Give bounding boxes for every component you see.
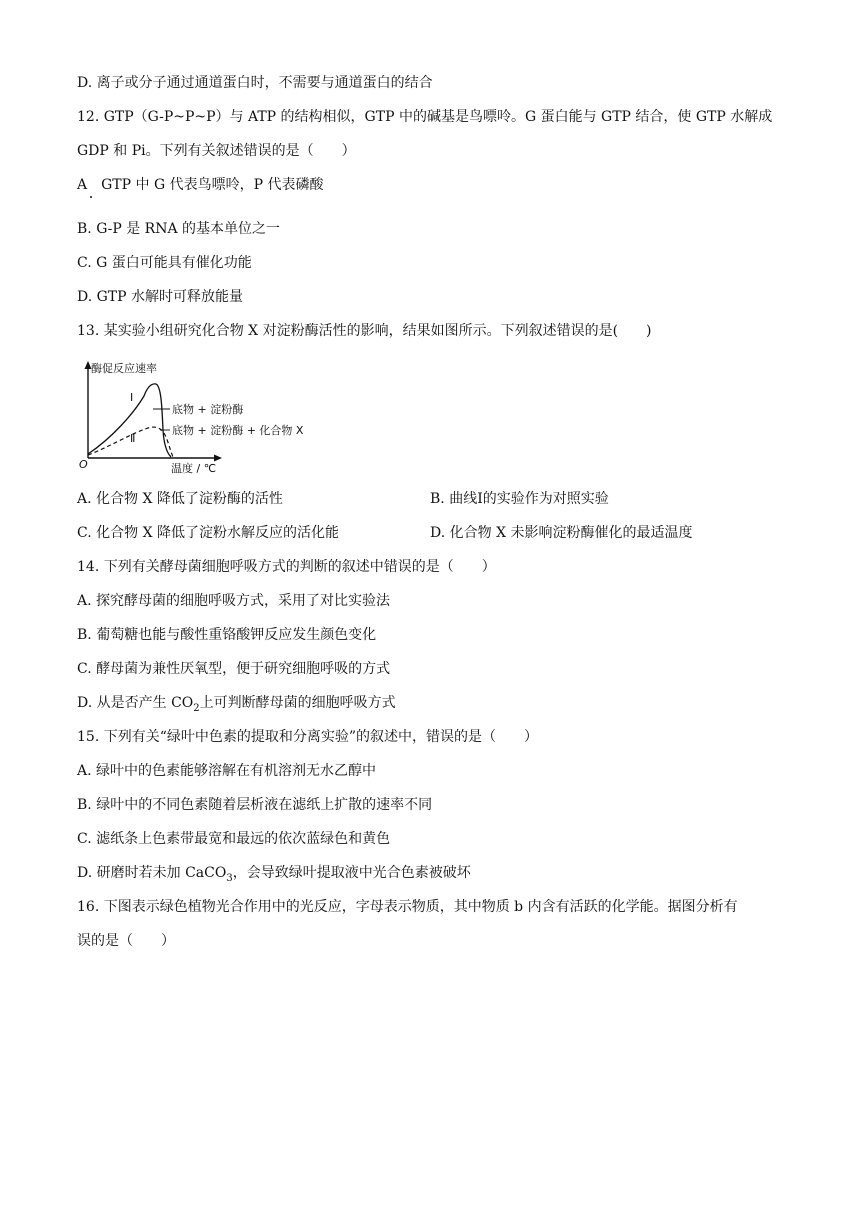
curve-2-label: 底物 + 淀粉酶 + 化合物 X [172,424,304,437]
q15-option-d-subscript: 3 [226,872,233,884]
origin-label: O [79,458,88,471]
y-axis-label: 酶促反应速率 [91,362,157,375]
x-axis-label: 温度 / ℃ [171,462,217,474]
q14-option-a: A. 探究酵母菌的细胞呼吸方式，采用了对比实验法 [77,593,391,609]
q12-stem-line2: GDP 和 Pi。下列有关叙述错误的是（ ） [77,143,356,159]
q14-option-c: C. 酵母菌为兼性厌氧型，便于研究细胞呼吸的方式 [77,661,391,677]
q13-figure [72,358,322,474]
q15-stem: 15. 下列有关“绿叶中色素的提取和分离实验”的叙述中，错误的是（ ） [77,729,539,745]
q14-option-d-subscript: 2 [193,702,200,714]
q14-option-d-post: 上可判断酵母菌的细胞呼吸方式 [199,695,396,711]
q15-option-d-pre: D. 研磨时若未加 CaCO [77,865,227,881]
q12-option-d: D. GTP 水解时可释放能量 [77,289,244,305]
q13-stem: 13. 某实验小组研究化合物 X 对淀粉酶活性的影响，结果如图所示。下列叙述错误的是( ) [77,323,652,339]
q15-option-a: A. 绿叶中的色素能够溶解在有机溶剂无水乙醇中 [77,763,377,779]
q12-option-c: C. G 蛋白可能具有催化功能 [77,255,252,271]
q15-option-d-post: ，会导致绿叶提取液中光合色素被破坏 [232,865,471,881]
q12-option-a: A GTP 中 G 代表鸟嘌呤，P 代表磷酸 [77,177,324,193]
q14-option-d-pre: D. 从是否产生 CO [77,695,194,711]
x-axis-arrow [214,455,222,462]
q11-option-d: D. 离子或分子通过通道蛋白时，不需要与通道蛋白的结合 [77,75,433,91]
stray-dot [90,196,92,198]
q16-stem-line2: 误的是（ ） [77,933,175,949]
curve-1-label: 底物 + 淀粉酶 [172,403,244,416]
q15-option-c: C. 滤纸条上色素带最宽和最远的依次蓝绿色和黄色 [77,831,391,847]
q12-option-b: B. G-P 是 RNA 的基本单位之一 [77,221,281,237]
q13-option-b: B. 曲线Ⅰ的实验作为对照实验 [430,491,609,507]
q13-option-c: C. 化合物 X 降低了淀粉水解反应的活化能 [77,525,339,541]
q15-option-d [77,864,471,888]
curve-1-marker: Ⅰ [130,391,134,404]
q16-stem-line1: 16. 下图表示绿色植物光合作用中的光反应，字母表示物质，其中物质 b 内含有活跃的化学能。据图分析有 [77,899,738,915]
q14-option-d [77,694,396,718]
q15-option-b: B. 绿叶中的不同色素随着层析液在滤纸上扩散的速率不同 [77,797,433,813]
curve-2-marker: Ⅱ [130,432,136,445]
q14-stem: 14. 下列有关酵母菌细胞呼吸方式的判断的叙述中错误的是（ ） [77,559,496,575]
q13-option-a: A. 化合物 X 降低了淀粉酶的活性 [77,491,283,507]
q13-option-d: D. 化合物 X 未影响淀粉酶催化的最适温度 [430,525,693,541]
q14-option-b: B. 葡萄糖也能与酸性重铬酸钾反应发生颜色变化 [77,627,377,643]
q12-stem-line1: 12. GTP（G-P~P~P）与 ATP 的结构相似，GTP 中的碱基是鸟嘌呤。G 蛋白能与 GTP 结合，使 GTP 水解成 [77,109,773,125]
